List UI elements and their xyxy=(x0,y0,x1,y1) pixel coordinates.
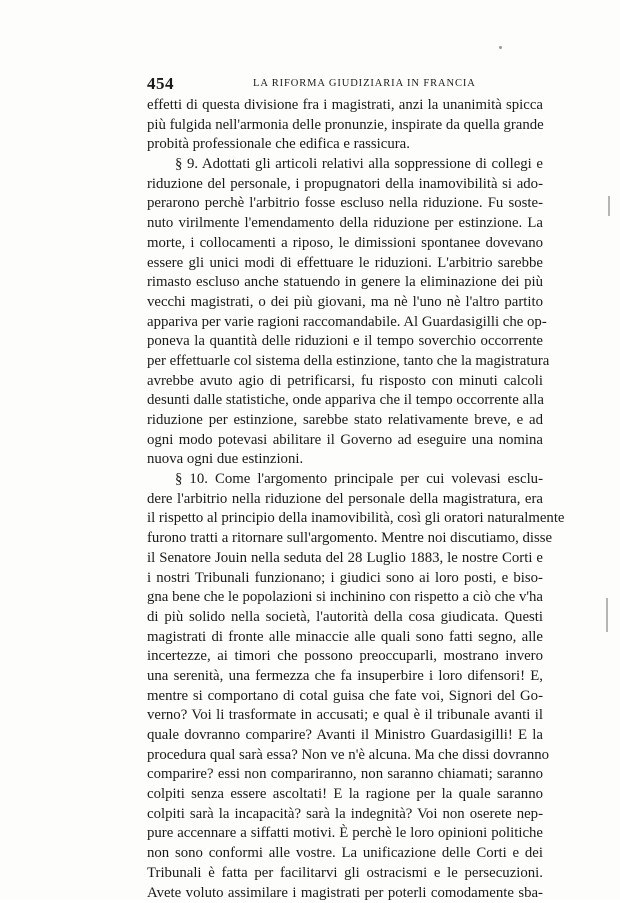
text-line: pure accennare a siffatti motivi. È perchè le loro opinioni politiche xyxy=(147,824,543,844)
text-line: dere l'arbitrio nella riduzione del personale della magistratura, era xyxy=(147,490,543,510)
paragraph-start-line: § 10. Come l'argomento principale per cui volevasi esclu- xyxy=(147,470,543,490)
text-line: magistrati di fronte alle minaccie alle quali sono fatti segno, alle xyxy=(147,628,543,648)
running-header xyxy=(147,74,541,92)
text-line: una serenità, una fermezza che fa insuperbire i loro difensori! E, xyxy=(147,667,543,687)
text-line: i nostri Tribunali funzionano; i giudici sono ai loro posti, e biso- xyxy=(147,569,543,589)
text-line: colpiti sarà la incapacità? sarà la indegnità? Voi non oserete nep- xyxy=(147,805,543,825)
text-line: riduzione per estinzione, sarebbe stato relativamente breve, e ad xyxy=(147,411,543,431)
text-line: comparire? essi non compariranno, non saranno chiamati; saranno xyxy=(147,765,543,785)
text-line: quale dovranno comparire? Avanti il Ministro Guardasigilli! E la xyxy=(147,726,543,746)
text-line: più fulgida nell'armonia delle pronunzie, inspirate da quella grande xyxy=(147,116,543,136)
text-line: il rispetto al principio della inamovibilità, così gli oratori naturalmente xyxy=(147,509,543,529)
text-line: appariva per varie ragioni raccomandabile. Al Guardasigilli che op- xyxy=(147,313,543,333)
text-line: gna bene che le popolazioni si inchinino con rispetto a ciò che v'ha xyxy=(147,588,543,608)
text-line: per effettuarle col sistema della estinzione, tanto che la magistratura xyxy=(147,352,543,372)
text-line: riduzione del personale, i propugnatori della inamovibilità si ado- xyxy=(147,175,543,195)
page-mark xyxy=(606,598,608,632)
text-line: Avete voluto assimilare i magistrati per poterli comodamente sba- xyxy=(147,884,543,903)
text-line: ogni modo potevasi abilitare il Governo ad eseguire una nomina xyxy=(147,431,543,451)
text-line: desunti dalle statistiche, onde appariva che il tempo occorrente alla xyxy=(147,391,543,411)
text-line: di più solido nella società, l'autorità della cosa giudicata. Questi xyxy=(147,608,543,628)
text-line: il Senatore Jouin nella seduta del 28 Luglio 1883, le nostre Corti e xyxy=(147,549,543,569)
page-number: 454 xyxy=(147,74,174,94)
text-line: perarono perchè l'arbitrio fosse escluso nella riduzione. Fu soste- xyxy=(147,194,543,214)
text-line: morte, i collocamenti a riposo, le dimissioni spontanee dovevano xyxy=(147,234,543,254)
body-text xyxy=(147,96,543,903)
text-line: nuova ogni due estinzioni. xyxy=(147,450,543,470)
text-line: non sono conformi alle vostre. La unificazione delle Corti e dei xyxy=(147,844,543,864)
text-line: procedura qual sarà essa? Non ve n'è alcuna. Ma che dissi dovranno xyxy=(147,746,543,766)
text-line: colpiti senza essere ascoltati! E la ragione per la quale saranno xyxy=(147,785,543,805)
paragraph-start-line: § 9. Adottati gli articoli relativi alla soppressione di collegi e xyxy=(147,155,543,175)
text-line: poneva la quantità delle riduzioni e il tempo soverchio occorrente xyxy=(147,332,543,352)
text-line: effetti di questa divisione fra i magistrati, anzi la unanimità spicca xyxy=(147,96,543,116)
text-line: verno? Voi li trasformate in accusati; e qual è il tribunale avanti il xyxy=(147,706,543,726)
running-title: LA RIFORMA GIUDIZIARIA IN FRANCIA xyxy=(253,78,476,89)
text-line: essere gli unici modi di effettuare le riduzioni. L'arbitrio sarebbe xyxy=(147,254,543,274)
text-line: Tribunali è fatta per facilitarvi gli ostracismi e le persecuzioni. xyxy=(147,864,543,884)
text-line: rimasto escluso anche statuendo in genere la eliminazione dei più xyxy=(147,273,543,293)
page-mark xyxy=(608,196,610,216)
text-line: vecchi magistrati, o dei più giovani, ma nè l'uno nè l'altro partito xyxy=(147,293,543,313)
text-line: mentre si comportano di cotal guisa che fate voi, Signori del Go- xyxy=(147,687,543,707)
text-line: nuto virilmente l'emendamento della riduzione per estinzione. La xyxy=(147,214,543,234)
page-speck xyxy=(499,46,502,49)
text-line: avrebbe avuto agio di petrificarsi, fu risposto con minuti calcoli xyxy=(147,372,543,392)
text-line: furono tratti a ritornare sull'argomento. Mentre noi discutiamo, disse xyxy=(147,529,543,549)
text-line: incertezze, ai timori che possono preoccuparli, mostrano invero xyxy=(147,647,543,667)
text-line: probità professionale che edifica e rassicura. xyxy=(147,135,543,155)
